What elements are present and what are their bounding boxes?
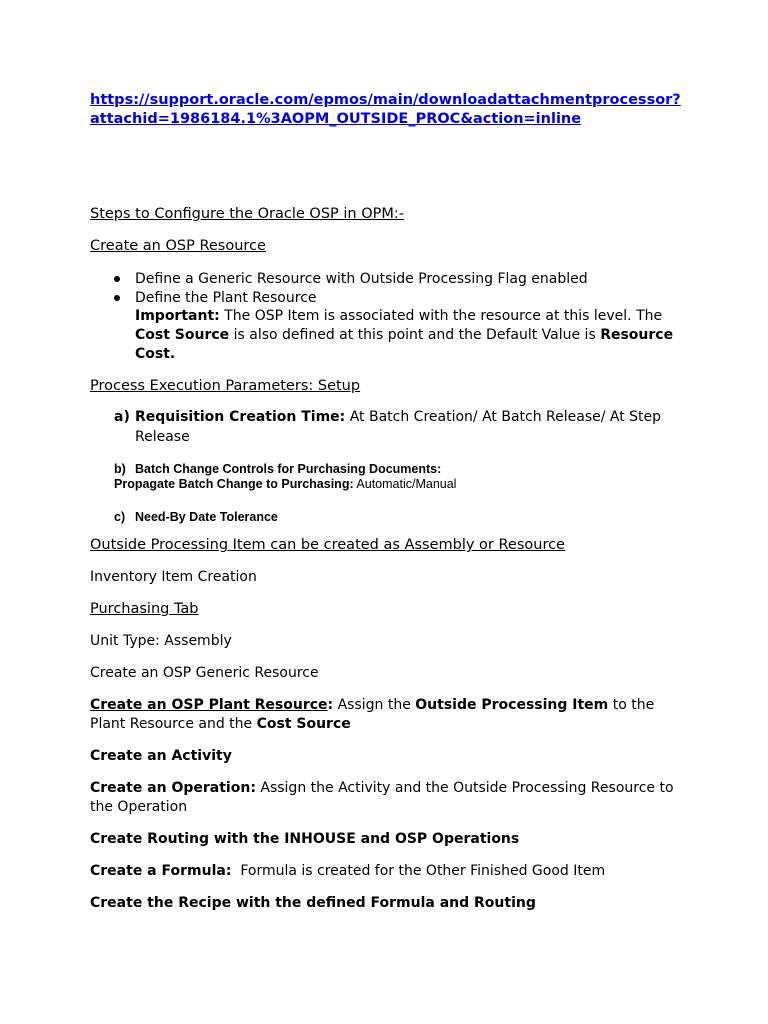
important-note-line1 — [135, 307, 662, 326]
requisition-creation-label: Requisition Creation Time: — [135, 409, 346, 425]
create-formula-text: Formula is created for the Other Finished Good Item — [231, 863, 606, 879]
important-note-line2 — [135, 326, 673, 345]
important-text: is also defined at this point and the Default Value is — [229, 327, 601, 343]
process-params-heading: Process Execution Parameters: Setup — [90, 378, 361, 394]
unit-type-text: Unit Type: Assembly — [90, 633, 232, 649]
important-label: Important: — [135, 308, 220, 324]
support-link-line1[interactable]: https://support.oracle.com/epmos/main/downloadattachmentprocessor? — [90, 92, 681, 108]
create-operation-line2: the Operation — [90, 799, 188, 815]
propagate-label: Propagate Batch Change to Purchasing: — [114, 477, 354, 491]
item-c-letter: c) — [114, 510, 126, 524]
create-routing-heading: Create Routing with the INHOUSE and OSP Operations — [90, 831, 520, 847]
cost-label: Cost. — [135, 346, 176, 362]
plant-resource-text: Assign the — [333, 697, 416, 713]
requisition-creation-text: At Batch Creation/ At Batch Release/ At Step — [345, 409, 662, 425]
purchasing-tab-heading: Purchasing Tab — [90, 601, 199, 617]
plant-resource-line1 — [90, 696, 654, 715]
item-b-letter: b) — [114, 462, 126, 476]
plant-resource-text: to the — [608, 697, 655, 713]
create-osp-resource-heading: Create an OSP Resource — [90, 238, 266, 254]
bullet-icon — [114, 276, 120, 282]
resource-label: Resource — [600, 327, 674, 343]
support-link-line2[interactable]: attachid=1986184.1%3AOPM_OUTSIDE_PROC&action=inline — [90, 111, 582, 127]
item-a-label: a) — [114, 409, 130, 425]
important-text: The OSP Item is associated with the resource at this level. The — [219, 308, 663, 324]
steps-heading: Steps to Configure the Oracle OSP in OPM:- — [90, 206, 405, 222]
create-operation-text: Assign the Activity and the Outside Processing Resource to — [255, 780, 674, 796]
inventory-item-text: Inventory Item Creation — [90, 569, 257, 585]
create-formula-label: Create a Formula: — [90, 863, 232, 879]
item-a-line2: Release — [135, 429, 190, 445]
item-b-sub — [114, 475, 456, 494]
item-c-text — [135, 508, 278, 527]
create-recipe-heading: Create the Recipe with the defined Formula and Routing — [90, 895, 536, 911]
plant-resource-text: Plant Resource and the — [90, 716, 257, 732]
create-generic-text: Create an OSP Generic Resource — [90, 665, 319, 681]
batch-change-controls: Batch Change Controls for Purchasing Documents: — [135, 462, 442, 476]
propagate-value: Automatic/Manual — [353, 477, 457, 491]
item-c-label — [114, 508, 125, 527]
create-operation-label: Create an Operation: — [90, 780, 256, 796]
create-activity-heading: Create an Activity — [90, 748, 232, 764]
create-formula-line — [90, 862, 605, 881]
plant-resource-heading: Create an OSP Plant Resource — [90, 697, 328, 713]
bullet-generic-resource: Define a Generic Resource with Outside Processing Flag enabled — [135, 271, 588, 287]
cost-source-label: Cost Source — [256, 716, 351, 732]
create-operation-line1 — [90, 779, 674, 798]
outside-processing-item-label: Outside Processing Item — [415, 697, 609, 713]
item-a-line1 — [135, 408, 661, 427]
plant-resource-line2 — [90, 715, 351, 734]
osp-item-heading: Outside Processing Item can be created as Assembly or Resource — [90, 537, 565, 553]
cost-source-label: Cost Source — [135, 327, 230, 343]
bullet-icon — [114, 295, 120, 301]
bullet-plant-resource: Define the Plant Resource — [135, 290, 317, 306]
plant-resource-colon: : — [327, 697, 334, 713]
need-by-date: Need-By Date Tolerance — [135, 510, 278, 524]
